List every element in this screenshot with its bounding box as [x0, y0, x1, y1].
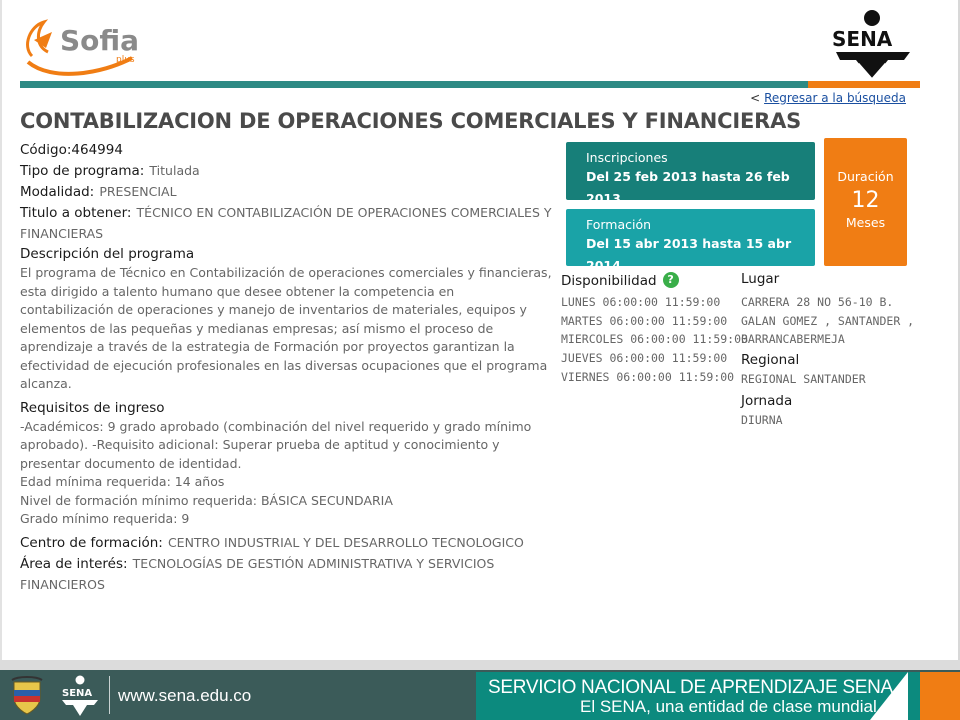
duracion-value: 12 [851, 188, 880, 213]
frame-left [0, 0, 2, 660]
help-icon[interactable]: ? [663, 272, 679, 288]
schedule-item: MARTES 06:00:00 11:59:00 [561, 313, 728, 328]
sena-logo-text: SENA [832, 27, 893, 51]
footer-url[interactable]: www.sena.edu.co [118, 686, 252, 705]
formacion-label: Formación [586, 217, 652, 232]
tipo-value: Titulada [149, 163, 200, 178]
lugar-line: BARRANCABERMEJA [741, 332, 845, 347]
sena-footer-text: SENA [62, 688, 93, 699]
descripcion-line: elementos de las pequeñas y medianas empresas; así mismo el proceso de [20, 320, 494, 336]
footer-orange-accent [920, 672, 960, 720]
titulo-label: Titulo a obtener: [20, 205, 132, 221]
page-title: CONTABILIZACION DE OPERACIONES COMERCIALES Y FINANCIERAS [20, 109, 802, 133]
requisitos-label: Requisitos de ingreso [20, 399, 165, 416]
requisitos-line: aprobado). -Requisito adicional: Superar prueba de aptitud y conocimiento y [20, 437, 500, 452]
codigo-value: 464994 [71, 142, 123, 158]
schedule-item: MIERCOLES 06:00:00 11:59:00 [561, 332, 748, 347]
inscripciones-card [566, 142, 815, 206]
regional-title: Regional [741, 352, 800, 369]
descripcion-line: aprendizaje a través de la estrategia de Formación por proyectos garantizan la [20, 339, 515, 354]
back-link-container [750, 91, 906, 105]
lugar-title: Lugar [741, 271, 780, 287]
formacion-dates: Del 15 abr 2013 hasta 15 abr 2014 [586, 236, 792, 273]
titulo-value: TÉCNICO EN CONTABILIZACIÓN DE OPERACIONES COMERCIALES Y [136, 205, 552, 220]
requisitos-text [20, 418, 558, 529]
duracion-unit: Meses [845, 215, 886, 230]
descripcion-text [20, 264, 558, 394]
centro-label: Centro de formación: [20, 534, 163, 551]
lugar-line: CARRERA 28 NO 56-10 B. [741, 295, 894, 309]
descripcion-line: efectividad de ejecución profesionales en las diversas ocupaciones que el programa [20, 357, 548, 373]
sofia-logo-sub: plus [116, 55, 135, 65]
colombia-shield-icon [10, 676, 44, 716]
program-details [20, 139, 558, 594]
disponibilidad-list [561, 293, 748, 387]
modalidad-value: PRESENCIAL [99, 184, 177, 199]
disponibilidad-section [561, 270, 748, 387]
titulo-value-cont: FINANCIERAS [20, 226, 104, 241]
header-bar [20, 81, 920, 88]
area-value-cont: FINANCIEROS [20, 576, 105, 592]
descripcion-line: esta dirigido a talento humano que desee obtener la competencia en [20, 283, 455, 299]
requisitos-line: -Académicos: 9 grado aprobado (combinación del nivel requerido y grado mínimo [20, 418, 532, 434]
requisitos-line: presentar documento de identidad. [20, 455, 242, 471]
descripcion-line: El programa de Técnico en Contabilización de operaciones comerciales y financieras, [20, 265, 552, 280]
disponibilidad-title: Disponibilidad [561, 273, 657, 289]
modalidad-label: Modalidad: [20, 184, 95, 200]
schedule-item: VIERNES 06:00:00 11:59:00 [561, 369, 735, 384]
sofia-logo-text: Sofia [60, 24, 140, 57]
formacion-card [566, 209, 815, 273]
descripcion-label: Descripción del programa [20, 246, 195, 262]
back-chevron-icon: < [750, 91, 761, 105]
footer-slogan: El SENA, una entidad de clase mundial [580, 697, 877, 716]
tipo-label: Tipo de programa: [20, 163, 145, 179]
lugar-line: GALAN GOMEZ , SANTANDER , [741, 313, 915, 328]
requisitos-line: Nivel de formación mínimo requerida: BÁSICA SECUNDARIA [20, 492, 393, 508]
inscripciones-label: Inscripciones [586, 150, 668, 165]
jornada-title: Jornada [741, 392, 793, 409]
codigo-label: Código: [20, 142, 72, 158]
sofia-plus-logo[interactable] [22, 12, 162, 76]
duracion-card [824, 138, 907, 266]
inscripciones-dates: Del 25 feb 2013 hasta 26 feb 2013 [586, 169, 790, 206]
sena-logo[interactable] [828, 8, 918, 84]
footer-divider [109, 676, 110, 714]
header-bar-accent [808, 81, 920, 88]
requisitos-line: Grado mínimo requerida: 9 [20, 511, 190, 526]
schedule-item: JUEVES 06:00:00 11:59:00 [561, 351, 728, 366]
footer-org-name: SERVICIO NACIONAL DE APRENDIZAJE SENA [488, 677, 893, 698]
centro-value: CENTRO INDUSTRIAL Y DEL DESARROLLO TECNOLOGICO [167, 534, 524, 550]
sena-footer-logo [58, 674, 102, 718]
descripcion-line: alcanza. [20, 376, 72, 391]
jornada-value: DIURNA [741, 412, 783, 427]
area-value: TECNOLOGÍAS DE GESTIÓN ADMINISTRATIVA Y SERVICIOS [132, 555, 495, 571]
schedule-item: LUNES 06:00:00 11:59:00 [561, 295, 721, 309]
area-label: Área de interés: [20, 555, 128, 572]
back-to-search-link[interactable]: Regresar a la búsqueda [764, 91, 906, 105]
descripcion-line: contabilización de operaciones y manejo de inventarios de materiales, equipos y [20, 302, 527, 317]
duracion-label: Duración [837, 169, 894, 184]
regional-value: REGIONAL SANTANDER [741, 372, 866, 387]
lugar-section [741, 270, 926, 430]
requisitos-line: Edad mínima requerida: 14 años [20, 474, 225, 489]
